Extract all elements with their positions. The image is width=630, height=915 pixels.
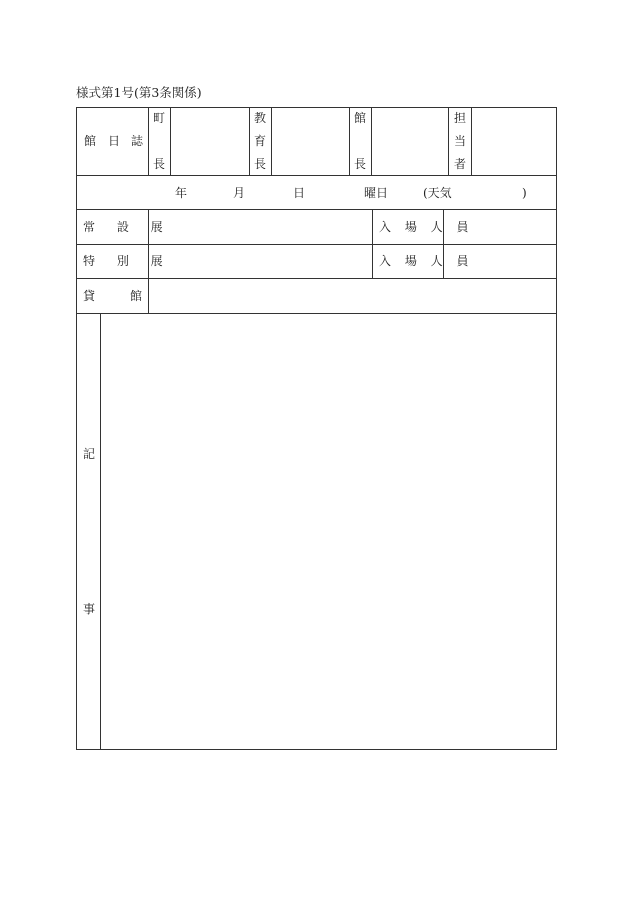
approval-label-char: 者 <box>454 157 467 171</box>
approval-label-char: 町 <box>153 111 166 125</box>
weekday-label: 曜日 <box>364 186 389 200</box>
permanent-exhibit-label: 常 設 展 <box>83 220 172 234</box>
year-label: 年 <box>175 186 188 200</box>
journal-title-char: 日 <box>108 134 121 148</box>
col-divider <box>349 107 350 175</box>
weather-close-label: ) <box>522 186 527 200</box>
approval-label-char: 長 <box>354 157 367 171</box>
row-divider <box>76 175 557 176</box>
rental-label-right: 館 <box>130 289 143 303</box>
journal-title-char: 誌 <box>131 134 144 148</box>
weather-open-label: (天気 <box>423 186 452 200</box>
seal-box-superintendent[interactable] <box>272 108 348 174</box>
rental-label-left: 貸 <box>83 289 96 303</box>
col-divider <box>448 107 449 175</box>
approval-label-char: 当 <box>454 134 467 148</box>
month-label: 月 <box>233 186 246 200</box>
special-visitors-label: 入 場 人 員 <box>379 254 474 268</box>
col-divider <box>100 313 101 750</box>
day-label: 日 <box>293 186 306 200</box>
permanent-visitors-label: 入 場 人 員 <box>379 220 474 234</box>
col-divider <box>372 209 373 278</box>
notes-label-bottom: 事 <box>83 602 96 616</box>
journal-title-char: 館 <box>84 134 97 148</box>
approval-label-char: 育 <box>254 134 267 148</box>
notes-field[interactable] <box>102 315 554 748</box>
row-divider <box>76 313 557 314</box>
approval-label-char: 担 <box>454 111 467 125</box>
form-number-label: 様式第1号(第3条関係) <box>76 85 202 100</box>
approval-label-char: 館 <box>354 111 367 125</box>
notes-label-top: 記 <box>83 447 96 461</box>
seal-box-mayor[interactable] <box>171 108 248 174</box>
seal-box-staff[interactable] <box>472 108 556 174</box>
col-divider <box>148 107 149 175</box>
approval-label-char: 教 <box>254 111 267 125</box>
approval-label-char: 長 <box>153 157 166 171</box>
approval-label-char: 長 <box>254 157 267 171</box>
special-exhibit-label: 特 別 展 <box>83 254 172 268</box>
col-divider <box>249 107 250 175</box>
seal-box-director[interactable] <box>372 108 447 174</box>
